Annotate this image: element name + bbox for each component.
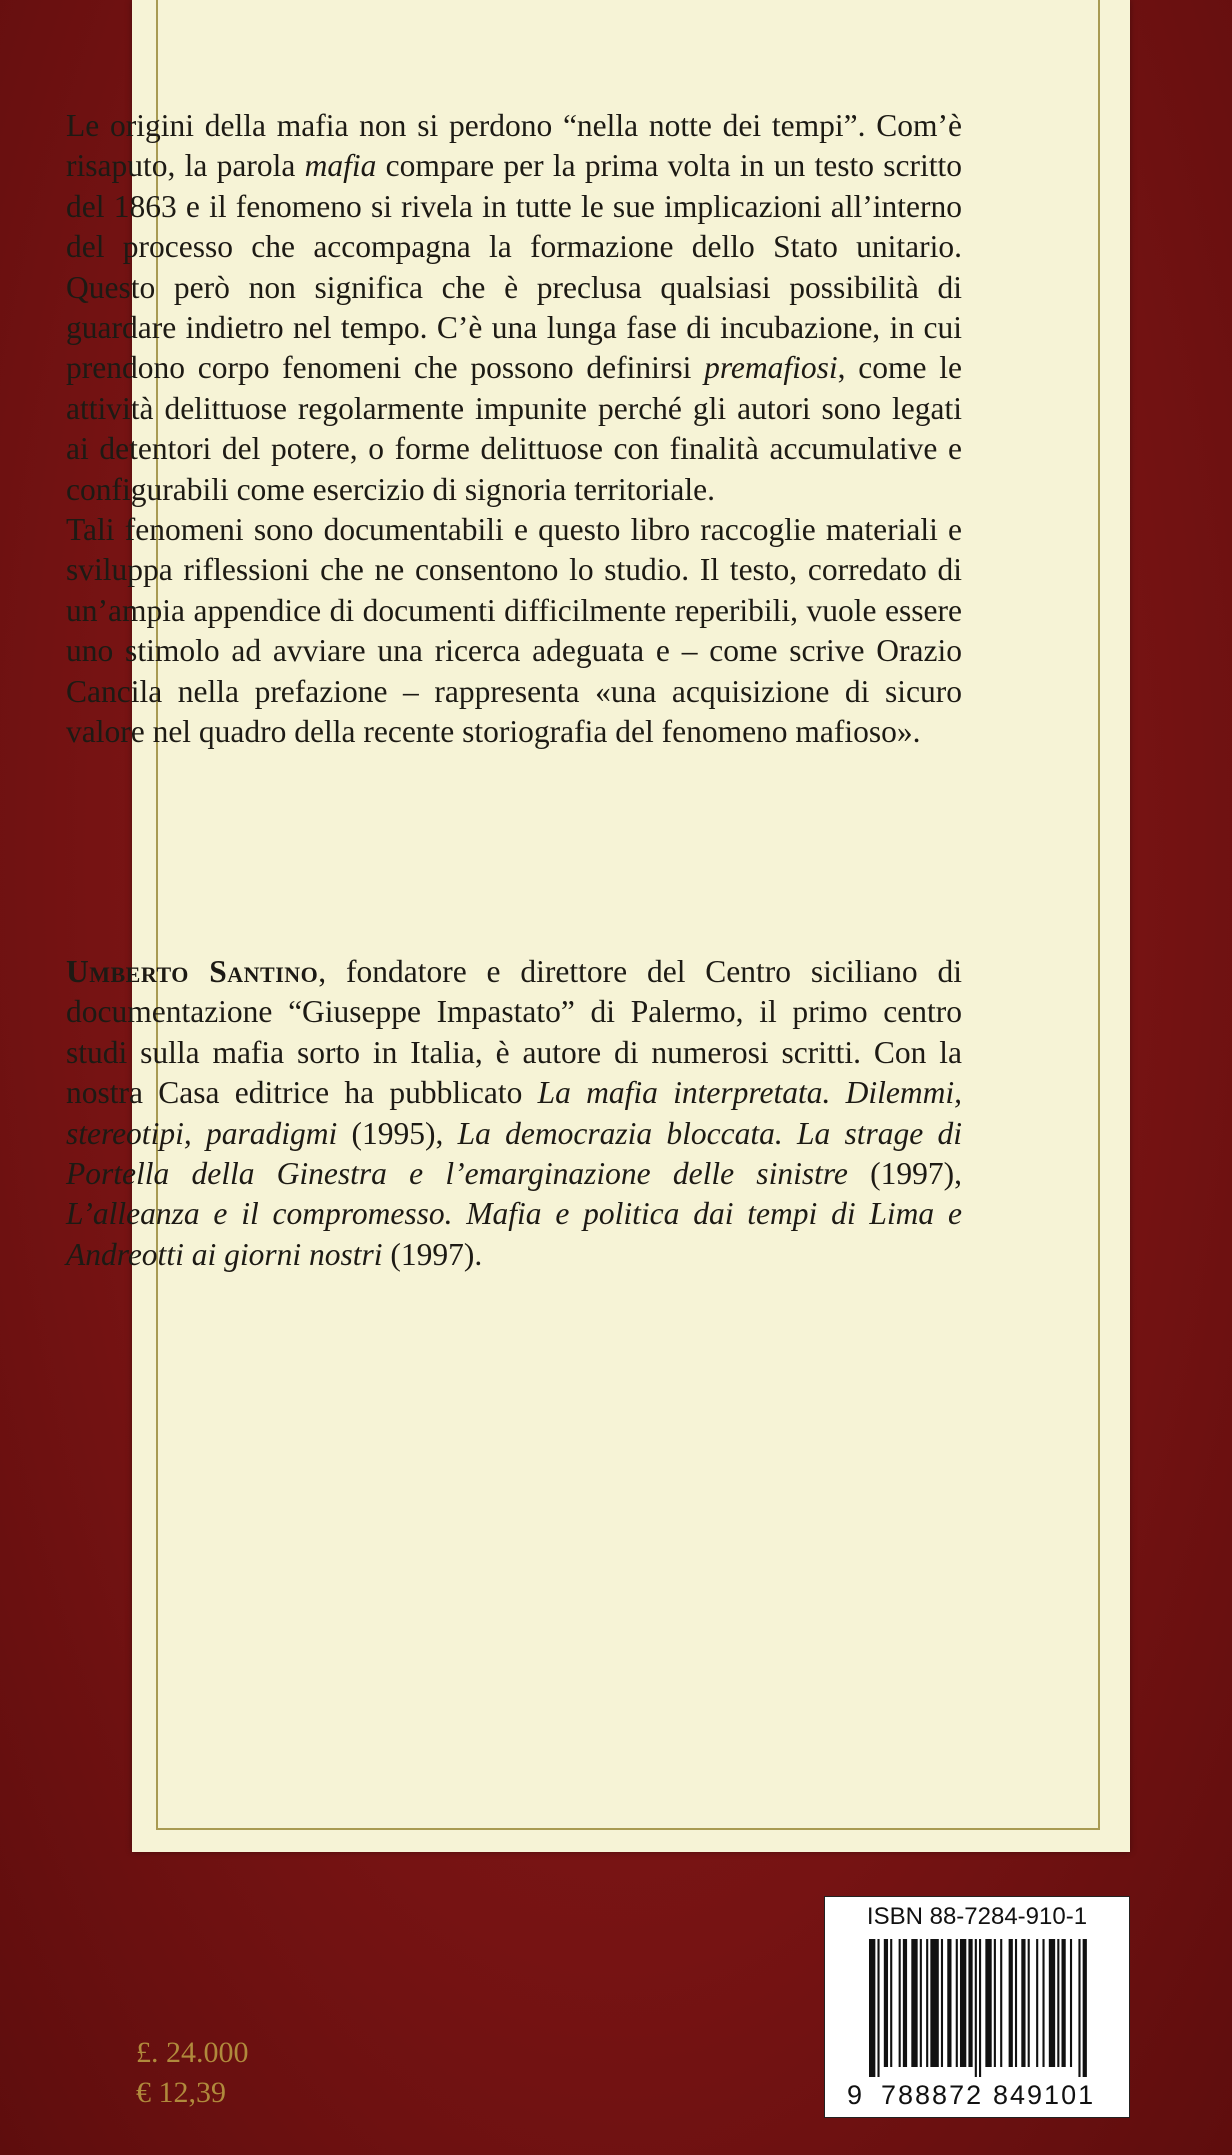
barcode-bar xyxy=(1028,1939,1030,2067)
author-bio-paragraph: Umberto Santino, fondatore e direttore del Centro siciliano di documentazione “Giuseppe Impastato” di Palermo, il primo centro studi sulla mafia sorto in Italia, è autore di numerosi scritti. Con la nostra Casa editrice ha pubblicato La mafia interpretata. Dilemmi, stereotipi, paradigmi (1995), La democrazia bloccata. La strage di Portella della Ginestra e l’emarginazione delle sinistre (1997), L’alleanza e il compromesso. Mafia e politica dai tempi di Lima e Andreotti ai giorni nostri (1997). xyxy=(66,954,962,1272)
ean-lead-digit: 9 xyxy=(847,2080,863,2110)
author-bio xyxy=(66,952,962,1275)
blurb-emphasis-premafiosi: premafiosi xyxy=(704,350,838,386)
barcode-bar xyxy=(968,1939,972,2067)
barcode-bar xyxy=(877,1939,879,2077)
barcode-bar xyxy=(994,1939,996,2067)
barcode-bar xyxy=(960,1939,966,2067)
price-lira: £. 24.000 xyxy=(136,2036,249,2069)
barcode-bar xyxy=(869,1939,875,2077)
barcode-bar xyxy=(1078,1939,1080,2077)
barcode-bar xyxy=(911,1939,917,2067)
barcode-bar xyxy=(903,1939,907,2067)
book-title-1: La mafia interpretata. Dilemmi, stereotipi, paradigmi xyxy=(66,1075,962,1151)
barcode-bar xyxy=(1070,1939,1072,2067)
barcode-bar xyxy=(920,1939,922,2067)
barcode-bar xyxy=(884,1939,888,2067)
barcode-bar xyxy=(926,1939,928,2067)
barcode-bar xyxy=(1042,1939,1044,2067)
barcode-bar xyxy=(1083,1939,1087,2077)
book-title-2: La democrazia bloccata. La strage di Portella della Ginestra e l’emarginazione delle sinistre xyxy=(66,1115,962,1192)
author-name: Umberto Santino xyxy=(66,954,319,989)
barcode-bar xyxy=(1036,1939,1038,2067)
barcode-bar xyxy=(1062,1939,1066,2067)
ean-digits-left: 788872 xyxy=(881,2080,984,2110)
price-euro: € 12,39 xyxy=(136,2076,226,2109)
book-title-3: L’alleanza e il compromesso. Mafia e politica dai tempi di Lima e Andreotti ai giorni nostri xyxy=(66,1196,962,1272)
barcode-bar xyxy=(1049,1939,1055,2067)
barcode-bar xyxy=(985,1939,991,2067)
barcode-bar xyxy=(956,1939,958,2067)
barcode-bar xyxy=(899,1939,901,2067)
barcode-bars xyxy=(869,1939,1089,2077)
barcode-bar xyxy=(975,1939,977,2077)
barcode-bar xyxy=(1009,1939,1013,2067)
isbn-barcode xyxy=(824,1896,1130,2118)
blurb-paragraph-1: Le origini della mafia non si perdono “nella notte dei tempi”. Com’è risaputo, la parola mafia compare per la prima volta in un testo scritto del 1863 e il fenomeno si rivela in tutte le sue implicazioni all’interno del processo che accompagna la formazione dello Stato unitario. Questo però non significa che è preclusa qualsiasi possibilità di guardare indietro nel tempo. C’è una lunga fase di incubazione, in cui prendono corpo fenomeni che possono definirsi premafiosi, come le attività delittuose regolarmente impunite perché gli autori sono legati ai detentori del potere, o forme delittuose con finalità accumulative e configurabili come esercizio di signoria territoriale. xyxy=(66,108,963,507)
blurb-emphasis-mafia: mafia xyxy=(304,148,377,184)
barcode-bar xyxy=(890,1939,892,2067)
barcode-bar xyxy=(1021,1939,1025,2067)
book-blurb xyxy=(66,106,962,753)
barcode-bar xyxy=(941,1939,943,2067)
barcode-bar xyxy=(1057,1939,1059,2067)
barcode-bar xyxy=(979,1939,981,2077)
barcode-bar xyxy=(947,1939,951,2067)
barcode-bar xyxy=(930,1939,938,2067)
barcode-bar xyxy=(1000,1939,1002,2067)
ean-digits-right: 849101 xyxy=(993,2080,1096,2110)
barcode-bar xyxy=(1015,1939,1017,2067)
blurb-paragraph-2: Tali fenomeni sono documentabili e questo libro raccoglie materiali e sviluppa riflessioni che ne consentono lo studio. Il testo, corredato di un’ampia appendice di documenti difficilmente reperibili, vuole essere uno stimolo ad avviare una ricerca adeguata e – come scrive Orazio Cancila nella prefazione – rappresenta «una acquisizione di sicuro valore nel quadro della recente storiografia del fenomeno mafioso». xyxy=(66,512,962,750)
isbn-label: ISBN 88-7284-910-1 xyxy=(866,1903,1088,1930)
